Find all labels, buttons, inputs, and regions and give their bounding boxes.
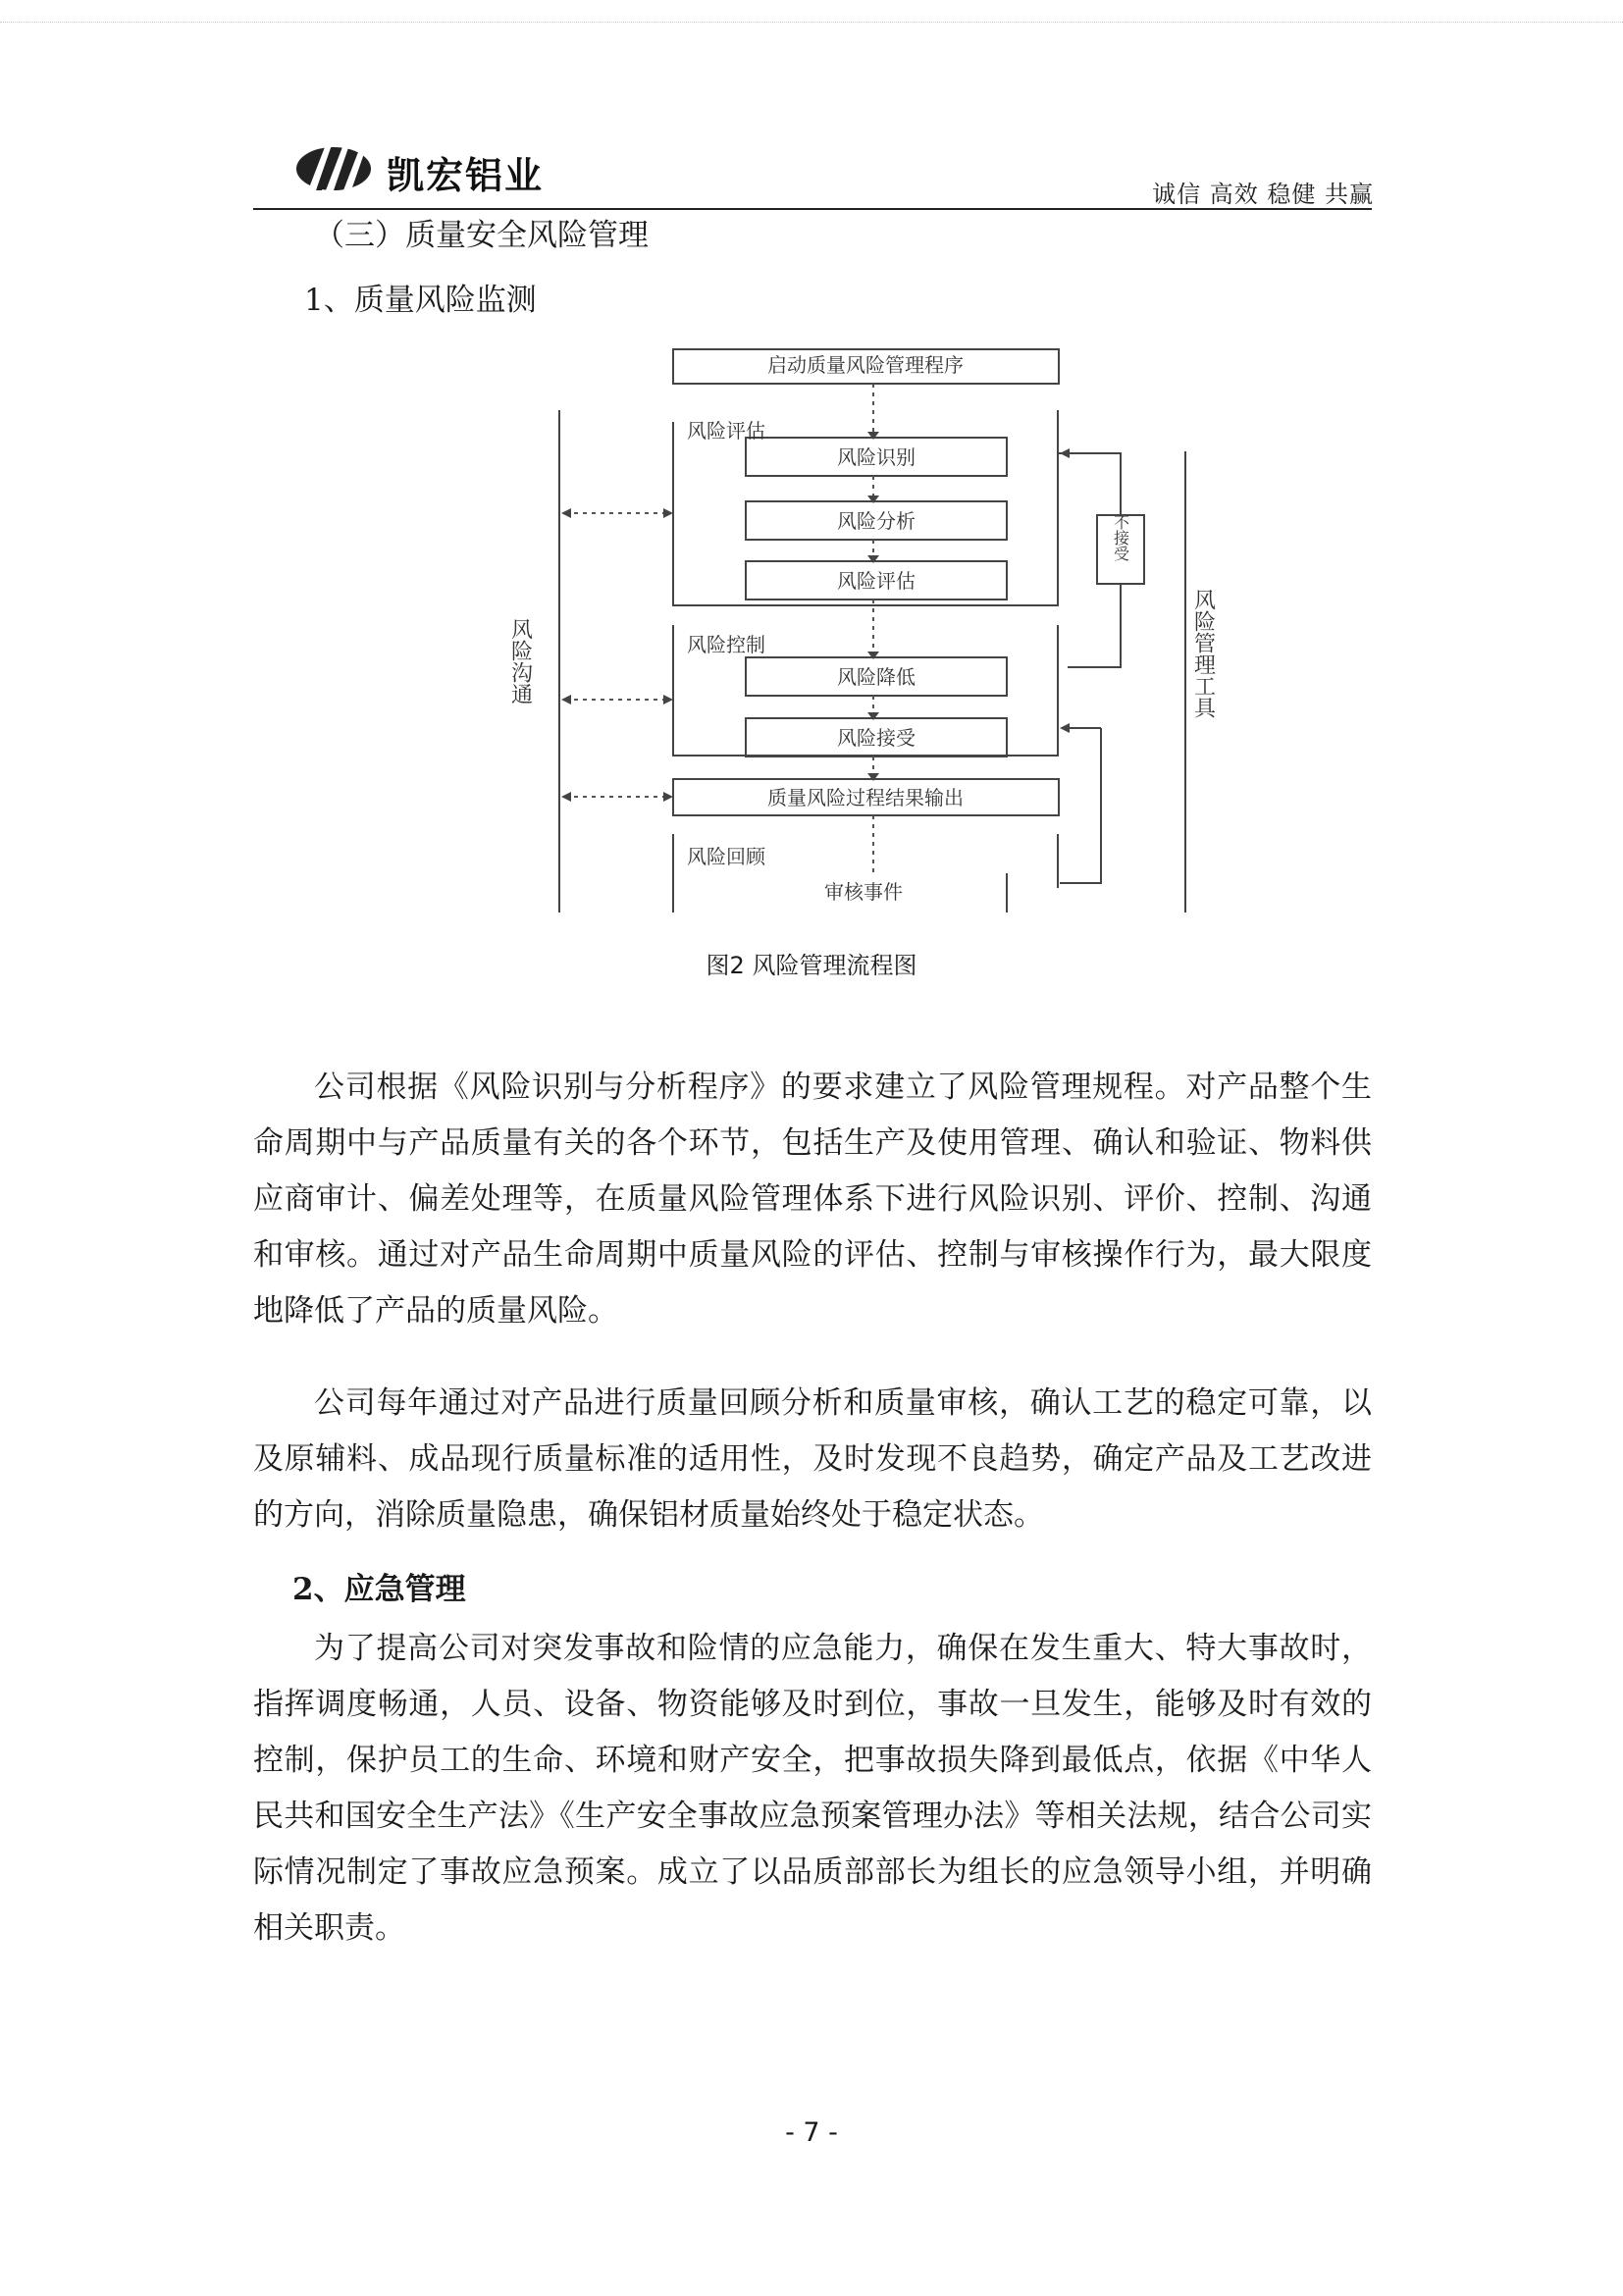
flow-label-output: 质量风险过程结果输出: [767, 786, 964, 809]
page-number: - 7 -: [785, 2117, 838, 2148]
paragraph-2: 公司每年通过对产品进行质量回顾分析和质量审核，确认工艺的稳定可靠，以及原辅料、成品现行质量标准的适用性，及时发现不良趋势，确定产品及工艺改进的方向，消除质量隐患，确保铝材质量始终处于稳定状态。: [253, 1385, 1372, 1533]
flow-label-right: 风险管理工具: [1190, 589, 1216, 718]
flow-label-identify: 风险识别: [837, 445, 916, 469]
flow-label-group-assess: 风险评估: [687, 419, 765, 443]
company-motto: 诚信 高效 稳健 共赢: [1152, 181, 1374, 208]
flow-label-unacceptable: 不接受: [1111, 514, 1130, 561]
flow-label-evaluate: 风险评估: [837, 569, 916, 593]
risk-management-flowchart: [0, 0, 1623, 942]
flow-label-group-review: 风险回顾: [687, 845, 765, 868]
paragraph-1: 公司根据《风险识别与分析程序》的要求建立了风险管理规程。对产品整个生命周期中与产品质量有关的各个环节，包括生产及使用管理、确认和验证、物料供应商审计、偏差处理等，在质量风险管理体系下进行风险识别、评价、控制、沟通和审核。通过对产品生命周期中质量风险的评估、控制与审核操作行为，最大限度地降低了产品的质量风险。: [253, 1070, 1372, 1329]
paragraph-3: 为了提高公司对突发事故和险情的应急能力，确保在发生重大、特大事故时，指挥调度畅通，人员、设备、物资能够及时到位，事故一旦发生，能够及时有效的控制，保护员工的生命、环境和财产安全，把事故损失降到最低点，依据《中华人民共和国安全生产法》《生产安全事故应急预案管理办法》等相关法规，结合公司实际情况制定了事故应急预案。成立了以品质部部长为组长的应急领导小组，并明确相关职责。: [253, 1631, 1372, 1946]
flow-label-accept: 风险接受: [837, 726, 916, 750]
flow-label-analyze: 风险分析: [837, 509, 916, 533]
figure-caption: 图2 风险管理流程图: [706, 952, 917, 979]
flow-label-left: 风险沟通: [507, 618, 533, 704]
flow-label-group-control: 风险控制: [687, 633, 765, 656]
company-name: 凯宏铝业: [387, 154, 545, 197]
subsection-heading-2: 2、应急管理: [292, 1572, 466, 1607]
flow-label-reduce: 风险降低: [837, 665, 916, 689]
flow-label-review-event: 审核事件: [824, 880, 903, 904]
subsection-heading-1: 1、质量风险监测: [304, 283, 537, 318]
section-heading: （三）质量安全风险管理: [314, 218, 649, 253]
flow-label-start: 启动质量风险管理程序: [767, 353, 964, 377]
